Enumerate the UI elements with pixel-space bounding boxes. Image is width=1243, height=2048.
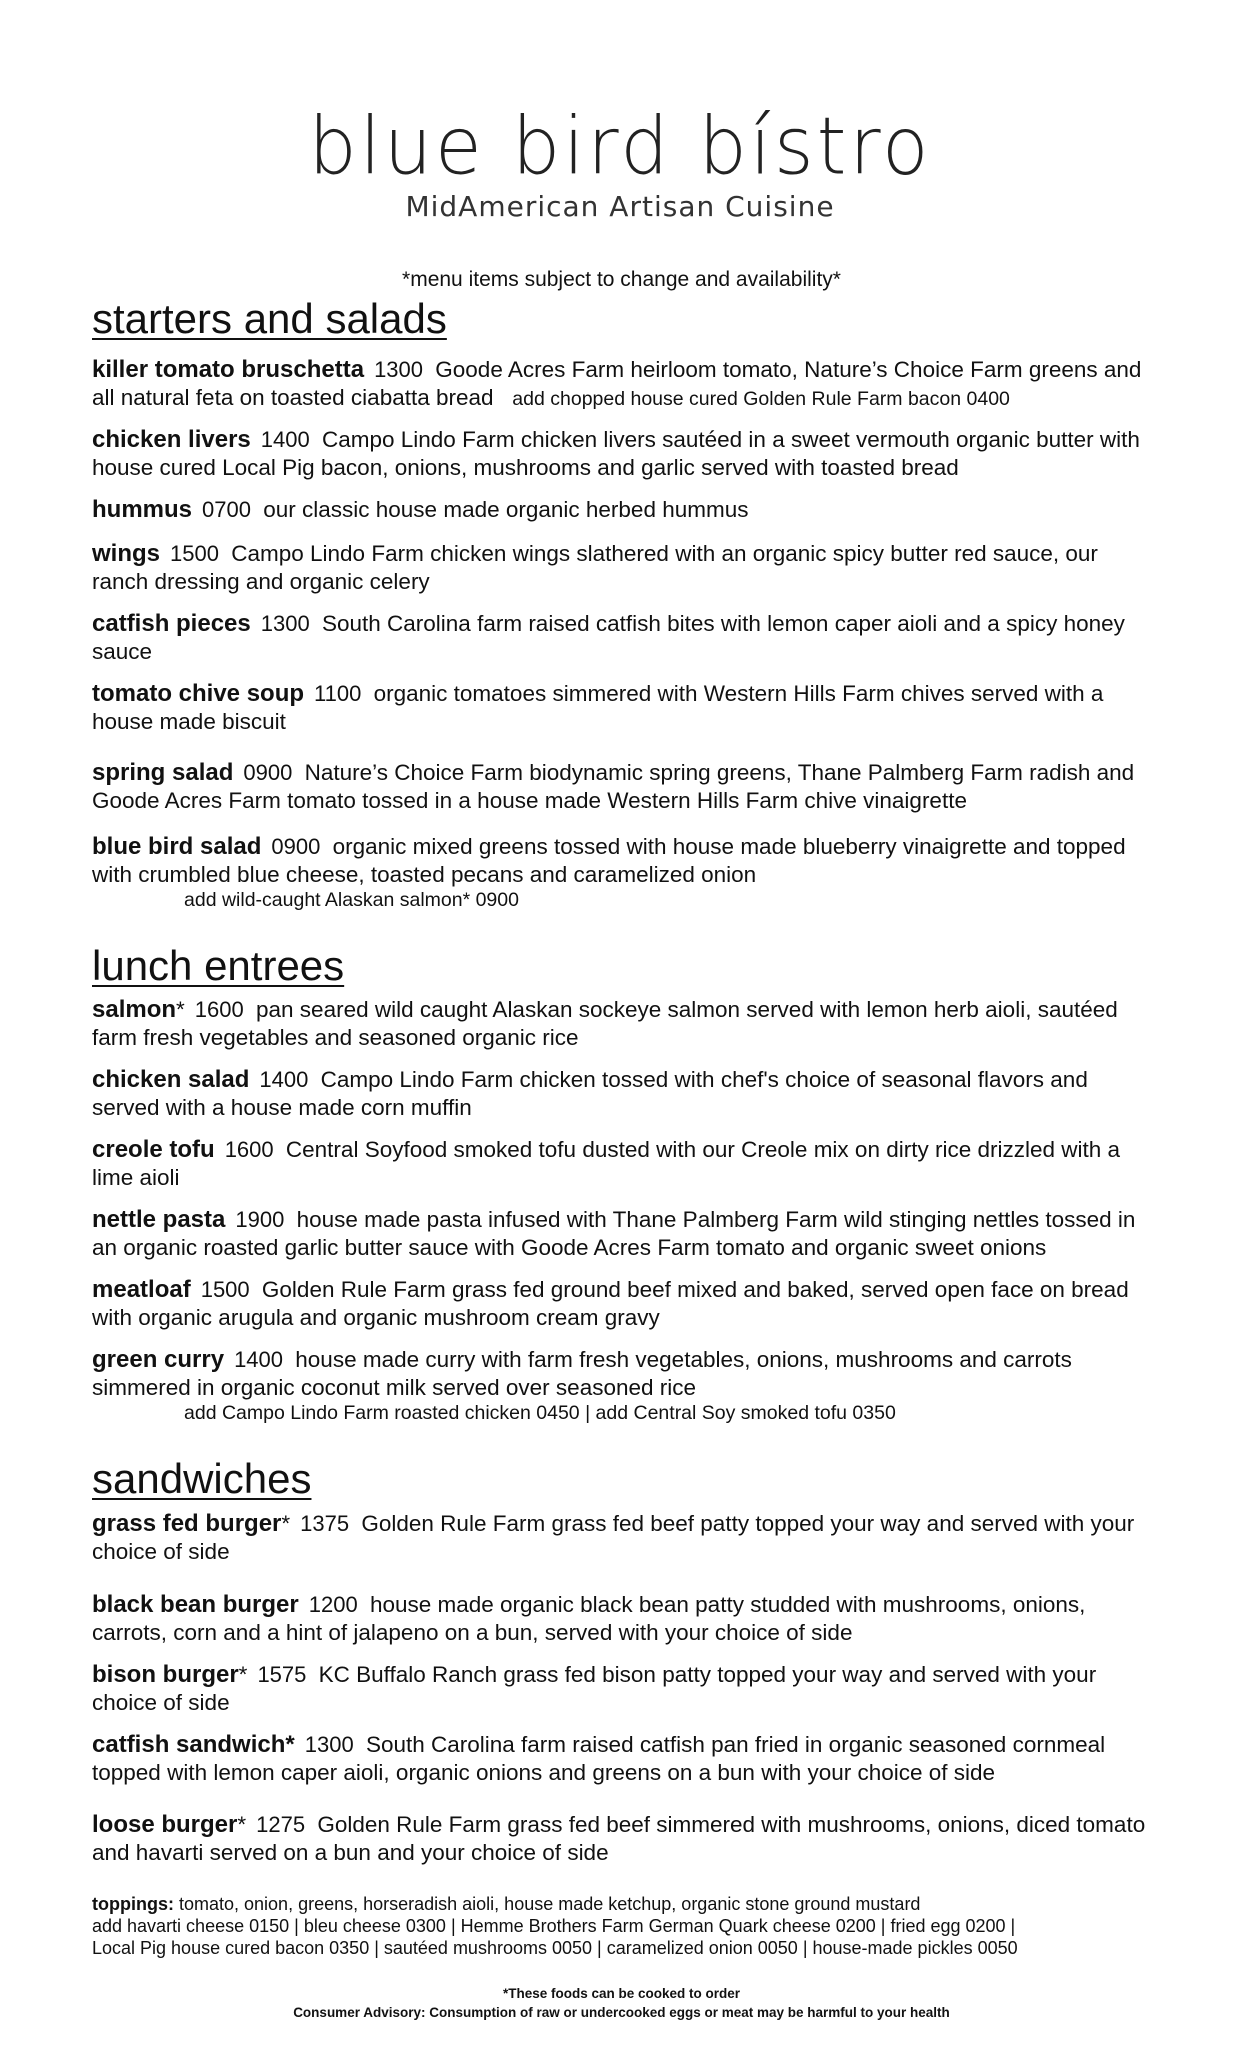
item-price: 1900 — [235, 1207, 285, 1232]
menu-item — [92, 1731, 1152, 1787]
menu-item — [92, 1510, 1152, 1566]
item-price: 1600 — [194, 997, 244, 1022]
item-description: organic mixed greens tossed with house made blueberry vinaigrette and topped with crumbled blue cheese, toasted pecans and caramelized onion — [92, 834, 1126, 887]
item-name: chicken salad — [92, 1066, 250, 1093]
item-price: 0900 — [243, 760, 293, 785]
item-name: creole tofu — [92, 1136, 215, 1163]
item-price: 1300 — [374, 357, 424, 382]
item-name: killer tomato bruschetta — [92, 356, 365, 383]
item-description: house made curry with farm fresh vegetables, onions, mushrooms and carrots simmered in organic coconut milk served over seasoned rice — [92, 1347, 1072, 1400]
item-price: 1275 — [256, 1812, 306, 1837]
item-name: hummus — [92, 496, 193, 523]
toppings-block — [92, 1893, 1172, 1959]
item-description: Goode Acres Farm heirloom tomato, Nature’s Choice Farm greens and all natural feta on toasted ciabatta bread — [92, 357, 1142, 410]
item-price: 1600 — [224, 1137, 274, 1162]
item-description: Golden Rule Farm grass fed beef simmered with mushrooms, onions, diced tomato and havarti served on a bun and your choice of side — [92, 1812, 1146, 1865]
logo-name: blue bird bístro — [308, 98, 932, 193]
item-name: tomato chive soup — [92, 680, 305, 707]
item-name: black bean burger — [92, 1591, 299, 1618]
item-price: 0900 — [271, 834, 321, 859]
item-price: 1200 — [308, 1592, 358, 1617]
item-name: nettle pasta — [92, 1206, 226, 1233]
item-name: loose burger — [92, 1811, 238, 1838]
logo — [240, 98, 1000, 223]
item-name: bison burger — [92, 1661, 239, 1688]
menu-item — [92, 1066, 1152, 1122]
item-name: spring salad — [92, 759, 234, 786]
item-mark: * — [237, 1812, 247, 1837]
item-addon: add chopped house cured Golden Rule Farm bacon 0400 — [512, 388, 1010, 410]
item-description: Campo Lindo Farm chicken wings slathered with an organic spicy butter red sauce, our ranch dressing and organic celery — [92, 541, 1098, 594]
item-price: 1400 — [234, 1347, 284, 1372]
item-description: South Carolina farm raised catfish pan fried in organic seasoned cornmeal topped with lemon caper aioli, organic onions and greens on a bun with your choice of side — [92, 1732, 1106, 1785]
menu-item — [92, 496, 1152, 524]
logo-tagline: MidAmerican Artisan Cuisine — [405, 190, 835, 223]
menu-item — [92, 1276, 1152, 1332]
item-description: our classic house made organic herbed hummus — [263, 497, 749, 522]
item-description: Golden Rule Farm grass fed beef patty topped your way and served with your choice of side — [92, 1511, 1135, 1564]
menu-item — [92, 996, 1152, 1052]
menu-item — [92, 540, 1152, 596]
menu-item — [92, 1591, 1152, 1647]
menu-item — [92, 1346, 1152, 1402]
extras-line-2: Local Pig house cured bacon 0350 | sautéed mushrooms 0050 | caramelized onion 0050 | house-made pickles 0050 — [92, 1938, 1018, 1958]
item-description: South Carolina farm raised catfish bites with lemon caper aioli and a spicy honey sauce — [92, 611, 1125, 664]
item-description: Nature’s Choice Farm biodynamic spring greens, Thane Palmberg Farm radish and Goode Acres Farm tomato tossed in a house made Western Hills Farm chive vinaigrette — [92, 760, 1135, 813]
menu-item — [92, 426, 1152, 482]
item-name: catfish pieces — [92, 610, 251, 637]
item-mark: * — [176, 997, 185, 1022]
item-name: chicken livers — [92, 426, 251, 453]
footer-consumer-advisory: Consumer Advisory: Consumption of raw or undercooked eggs or meat may be harmful to your health — [293, 2005, 950, 2020]
item-price: 1375 — [300, 1511, 350, 1536]
item-description: KC Buffalo Ranch grass fed bison patty topped your way and served with your choice of side — [92, 1662, 1097, 1715]
item-name: catfish sandwich* — [92, 1731, 295, 1758]
section-title-sandwiches: sandwiches — [92, 1455, 312, 1502]
toppings-label: toppings: — [92, 1894, 174, 1914]
item-price: 1100 — [314, 681, 362, 706]
item-price: 1300 — [260, 611, 310, 636]
menu-item — [92, 833, 1152, 889]
menu-item — [92, 610, 1152, 666]
item-name: wings — [92, 540, 161, 567]
item-name: salmon — [92, 996, 177, 1023]
item-addon: add wild-caught Alaskan salmon* 0900 — [184, 889, 519, 911]
section-title-entrees: lunch entrees — [92, 942, 345, 989]
section-title-starters: starters and salads — [92, 295, 447, 342]
item-price: 1575 — [257, 1662, 307, 1687]
menu-item — [92, 1206, 1152, 1262]
item-price: 1400 — [259, 1067, 309, 1092]
toppings-list: tomato, onion, greens, horseradish aioli, house made ketchup, organic stone ground mustard — [179, 1894, 921, 1914]
menu-item — [92, 759, 1152, 815]
item-price: 1300 — [304, 1732, 354, 1757]
item-name: green curry — [92, 1346, 225, 1373]
item-name: blue bird salad — [92, 833, 262, 860]
item-description: house made organic black bean patty studded with mushrooms, onions, carrots, corn and a hint of jalapeno on a bun, served with your choice of side — [92, 1592, 1086, 1645]
menu-item — [92, 1811, 1152, 1867]
item-mark: * — [238, 1662, 248, 1687]
item-name: meatloaf — [92, 1276, 191, 1303]
item-mark: * — [281, 1511, 291, 1536]
item-description: Golden Rule Farm grass fed ground beef mixed and baked, served open face on bread with organic arugula and organic mushroom cream gravy — [92, 1277, 1129, 1330]
item-description: Campo Lindo Farm chicken livers sautéed in a sweet vermouth organic butter with house cured Local Pig bacon, onions, mushrooms and garlic served with toasted bread — [92, 427, 1140, 480]
item-price: 1500 — [170, 541, 219, 566]
item-name: grass fed burger — [92, 1510, 282, 1537]
item-description: Central Soyfood smoked tofu dusted with our Creole mix on dirty rice drizzled with a lime aioli — [92, 1137, 1121, 1190]
menu-item — [92, 680, 1152, 736]
footer-cooked-note: *These foods can be cooked to order — [502, 1986, 741, 2001]
menu-item — [92, 1661, 1152, 1717]
item-description: house made pasta infused with Thane Palmberg Farm wild stinging nettles tossed in an organic roasted garlic butter sauce with Goode Acres Farm tomato and organic sweet onions — [92, 1207, 1136, 1260]
extras-line-1: add havarti cheese 0150 | bleu cheese 0300 | Hemme Brothers Farm German Quark cheese 0200 | fried egg 0200 | — [92, 1916, 1016, 1936]
item-description: pan seared wild caught Alaskan sockeye salmon served with lemon herb aioli, sautéed farm fresh vegetables and seasoned organic rice — [92, 997, 1118, 1050]
menu-item — [92, 356, 1152, 413]
item-price: 1400 — [260, 427, 310, 452]
item-addon: add Campo Lindo Farm roasted chicken 0450 | add Central Soy smoked tofu 0350 — [184, 1402, 896, 1424]
item-description: organic tomatoes simmered with Western Hills Farm chives served with a house made biscuit — [92, 681, 1104, 734]
availability-notice: *menu items subject to change and availability* — [402, 268, 841, 291]
item-description: Campo Lindo Farm chicken tossed with chef's choice of seasonal flavors and served with a house made corn muffin — [92, 1067, 1088, 1120]
item-price: 0700 — [202, 497, 251, 522]
menu-item — [92, 1136, 1152, 1192]
item-price: 1500 — [200, 1277, 250, 1302]
